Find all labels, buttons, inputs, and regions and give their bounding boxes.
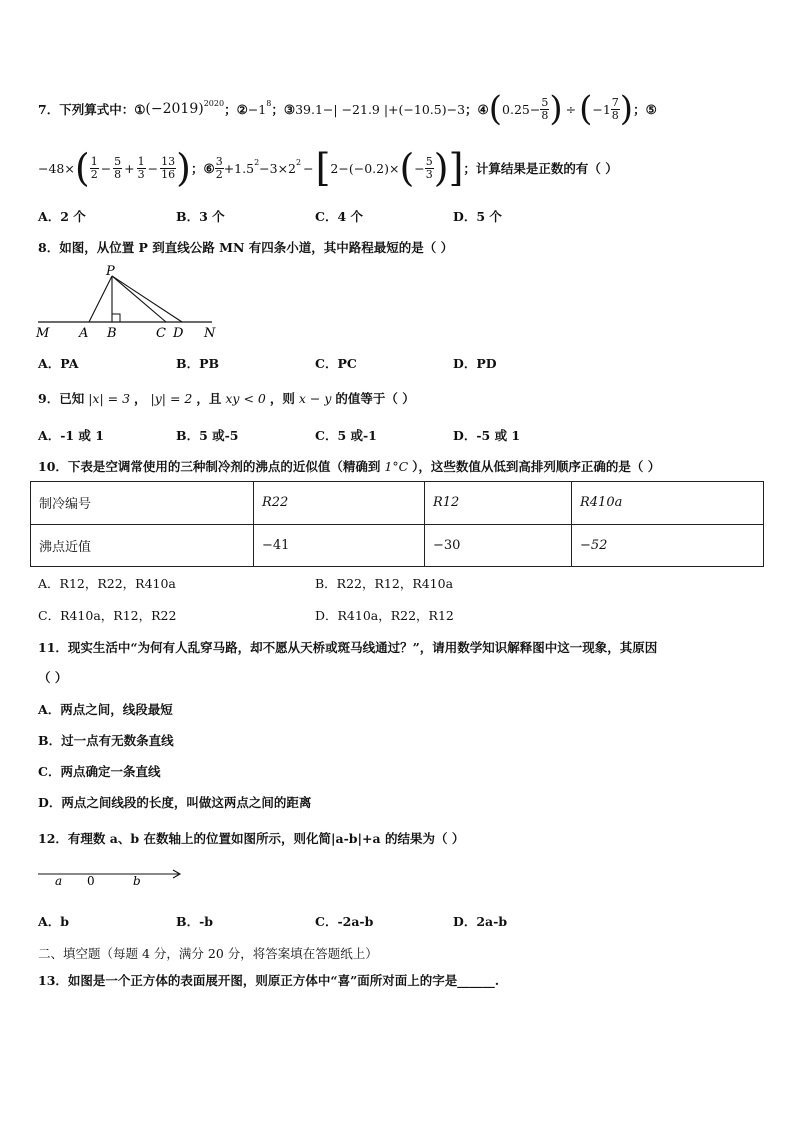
q10-unit: 1°C	[384, 459, 409, 474]
q7-e4-frac1	[540, 97, 549, 122]
q7-e6-lparen: (	[399, 146, 415, 190]
table-row	[31, 524, 764, 567]
q7-e6-frac2-num: 5	[425, 154, 433, 168]
q8-figure	[34, 262, 234, 342]
q8-option-d: D．PD	[453, 356, 497, 371]
q7-e5-f2-num: 5	[114, 154, 122, 168]
q7-e4-frac2-num: 7	[611, 95, 619, 109]
q9-abs-x: |x| = 3	[88, 391, 131, 406]
q7-e3-marker: ③	[283, 101, 296, 117]
q7-e4-frac2	[611, 97, 620, 122]
q10-cell-r2c3: −30	[425, 524, 572, 567]
q7-e6-lbracket: [	[315, 146, 331, 190]
q10-table	[30, 481, 764, 567]
q7-e6-rparen: )	[433, 146, 449, 190]
q10-cell-r2c4: −52	[572, 524, 764, 567]
q7-e5-f2-den: 8	[114, 167, 122, 181]
q8-label-c: C	[156, 326, 166, 341]
q7-line1	[38, 89, 657, 129]
q7-e5-op1: −	[100, 160, 112, 176]
q7-e6-frac	[215, 156, 224, 181]
q7-e1-exp: 2020	[203, 98, 225, 108]
q9-text-d: ，则	[269, 391, 295, 406]
q7-e3-text: 39.1−| −21.9 |+(−10.5)−3	[295, 101, 466, 117]
q13-question: 13．如图是一个正方体的表面展开图，则原正方体中“喜”面所对面上的字是______.	[38, 973, 500, 988]
q7-e6-text3: −	[303, 160, 314, 176]
q8-label-p: P	[106, 264, 115, 279]
q8-question: 8．如图，从位置 P 到直线公路 MN 有四条小道，其中路程最短的是（ ）	[38, 240, 454, 255]
q7-e5-f3-den: 3	[137, 167, 145, 181]
q7-e5-op3: −	[147, 160, 159, 176]
q8-label-b: B	[107, 326, 117, 341]
q12-number-line	[34, 862, 194, 892]
q9-expr: x − y	[298, 391, 332, 406]
q10-cell-r1c2: R22	[254, 482, 425, 525]
q7-option-b: B．3 个	[176, 209, 225, 224]
q7-e5-op2: +	[124, 160, 135, 176]
q12-option-a: A．b	[38, 914, 69, 929]
q9-option-a: A．-1 或 1	[38, 428, 104, 443]
q9-option-c: C．5 或-1	[315, 428, 377, 443]
q7-e5-f3-num: 1	[137, 154, 145, 168]
q8-right-angle-mark	[112, 314, 120, 322]
q11-option-d: D．两点之间线段的长度，叫做这两点之间的距离	[38, 795, 312, 810]
q9-text-e: 的值等于（ ）	[335, 391, 415, 406]
q7-e5-marker: ⑤	[645, 101, 657, 117]
q7-e5-rparen: )	[176, 146, 191, 190]
q7-e5-f4-den: 16	[161, 167, 176, 181]
q11-option-a: A．两点之间，线段最短	[38, 702, 173, 717]
q7-e6-rbracket: ]	[448, 146, 464, 190]
q7-e1-marker: ①	[134, 101, 146, 117]
q7-e4-rparen: )	[549, 89, 563, 129]
q7-e2-marker: ②	[236, 101, 248, 117]
q11-question-line1: 11．现实生活中“为何有人乱穿马路，却不愿从天桥或斑马线通过？”，请用数学知识解释图中这一现象，其原因	[38, 640, 658, 655]
q8-label-m: M	[36, 326, 50, 341]
q7-e2-exp: 8	[266, 98, 272, 108]
q7-sep2: ；	[271, 102, 284, 117]
q7-e6-frac-den: 2	[215, 167, 223, 181]
q7-option-d: D．5 个	[453, 209, 502, 224]
q10-cell-r1c1: 制冷编号	[31, 482, 254, 525]
q8-option-c: C．PC	[315, 356, 357, 371]
q12-label-b: b	[133, 874, 141, 888]
q7-e4-marker: ④	[477, 101, 489, 117]
table-row	[31, 482, 764, 525]
q10-cell-r1c3: R12	[425, 482, 572, 525]
q10-question	[38, 457, 660, 475]
q10-option-d: D．R410a，R22，R12	[315, 608, 454, 623]
q9-option-b: B．5 或-5	[176, 428, 239, 443]
q10-cell-r1c4: R410a	[572, 482, 764, 525]
q10-text-a: 10．下表是空调常使用的三种制冷剂的沸点的近似值（精确到	[38, 459, 381, 474]
q10-cell-r2c2: −41	[254, 524, 425, 567]
q7-line2-a: −48×	[38, 160, 75, 176]
q8-path-pa	[89, 276, 112, 322]
q7-e6-text2: −3×2	[259, 160, 297, 176]
q7-e5-f4-num: 13	[161, 154, 176, 168]
q7-e5-f1-den: 2	[90, 167, 98, 181]
q10-option-a: A．R12，R22，R410a	[38, 576, 176, 591]
q12-label-a: a	[55, 874, 63, 888]
q9-cond: xy < 0	[225, 391, 266, 406]
q7-e5-f2	[113, 156, 122, 181]
q7-e6-frac2-den: 3	[425, 167, 433, 181]
q7-line2	[38, 146, 618, 190]
q7-e4-b: −1	[592, 101, 611, 117]
q12-question: 12．有理数 a、b 在数轴上的位置如图所示，则化简|a-b|+a 的结果为（ ）	[38, 831, 465, 846]
q8-option-b: B．PB	[176, 356, 220, 371]
q7-e6-sq1: 2	[254, 157, 260, 167]
q7-e4-frac1-num: 5	[541, 95, 549, 109]
section2-title: 二、填空题（每题 4 分，满分 20 分，将答案填在答题纸上）	[38, 946, 378, 961]
q7-sep4: ；	[633, 102, 646, 117]
q7-e4-frac1-den: 8	[541, 108, 549, 122]
q7-e4-frac2-den: 8	[611, 108, 619, 122]
q10-option-c: C．R410a，R12，R22	[38, 608, 177, 623]
q10-cell-r2c1: 沸点近值	[31, 524, 254, 567]
q7-e5-f1	[90, 156, 99, 181]
q7-e6-neg: −	[414, 160, 425, 176]
q9-question	[38, 389, 415, 407]
q8-label-d: D	[173, 326, 184, 341]
q10-option-b: B．R22，R12，R410a	[315, 576, 454, 591]
q9-text-b: ，	[134, 391, 147, 406]
q9-option-d: D．-5 或 1	[453, 428, 521, 443]
q7-e5-lparen: (	[74, 146, 90, 190]
q7-e4-lparen: (	[488, 89, 503, 129]
q8-label-n: N	[204, 326, 216, 341]
q7-e4-rparen2: )	[619, 89, 634, 129]
q7-e6-inner: 2−(−0.2)×	[330, 160, 400, 176]
q7-e6-marker: ⑥	[203, 160, 215, 176]
q9-abs-y: |y| = 2	[150, 391, 193, 406]
q7-option-c: C．4 个	[315, 209, 363, 224]
q12-label-zero: 0	[87, 874, 95, 888]
q12-option-c: C．-2a-b	[315, 914, 374, 929]
q7-e4-lparen2: (	[579, 89, 593, 129]
q7-e5-f3	[137, 156, 146, 181]
q7-e4-a: 0.25−	[502, 101, 541, 117]
q7-e6-frac-num: 3	[215, 154, 223, 168]
q7-e6-text1: +1.5	[223, 160, 255, 176]
q7-e1-base: (−2019)	[145, 101, 204, 117]
q8-path-pd	[112, 276, 182, 322]
q10-text-b: ），这些数值从低到高排列顺序正确的是（ ）	[412, 459, 661, 474]
q7-e4-div: ÷	[565, 101, 577, 117]
q12-option-b: B．-b	[176, 914, 213, 929]
q7-sep5: ；	[190, 161, 204, 176]
q7-prefix: 7．下列算式中：	[38, 102, 135, 117]
q7-e5-f4	[160, 156, 176, 181]
q8-label-a: A	[79, 326, 89, 341]
q7-e2-base: −1	[247, 101, 267, 117]
q9-text-c: ，且	[196, 391, 222, 406]
q12-option-d: D．2a-b	[453, 914, 508, 929]
q9-text-a: 9．已知	[38, 391, 85, 406]
q7-sep1: ；	[224, 102, 237, 117]
q7-e5-f1-num: 1	[90, 154, 98, 168]
q7-sep3: ；	[465, 102, 478, 117]
q7-option-a: A．2 个	[38, 209, 86, 224]
q7-e6-frac2	[425, 156, 434, 181]
q7-e6-sq2: 2	[296, 157, 302, 167]
q8-option-a: A．PA	[38, 356, 79, 371]
q11-question-line2: （ ）	[38, 670, 68, 685]
q11-option-b: B．过一点有无数条直线	[38, 733, 174, 748]
q11-option-c: C．两点确定一条直线	[38, 764, 161, 779]
q7-suffix: ；计算结果是正数的有（ ）	[463, 161, 618, 176]
